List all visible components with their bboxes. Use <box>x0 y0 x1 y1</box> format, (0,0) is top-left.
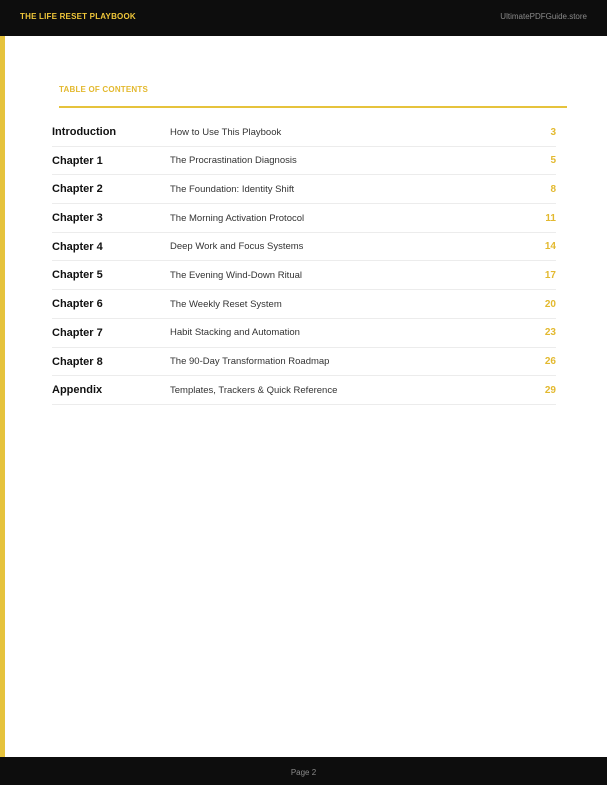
toc-page-number: 11 <box>545 212 556 224</box>
toc-heading: TABLE OF CONTENTS <box>59 85 149 94</box>
toc-row <box>52 175 556 204</box>
page-footer <box>0 757 607 785</box>
toc-chapter: Chapter 2 <box>52 183 103 196</box>
toc-title: Deep Work and Focus Systems <box>170 241 304 253</box>
toc-title: The Procrastination Diagnosis <box>170 155 297 167</box>
toc-title: Habit Stacking and Automation <box>170 327 300 339</box>
toc-row <box>52 261 556 290</box>
heading-divider <box>59 106 567 108</box>
toc-page-number: 20 <box>544 298 556 310</box>
toc-page-number: 29 <box>544 384 556 396</box>
toc-chapter: Chapter 6 <box>52 298 103 311</box>
toc-chapter: Chapter 5 <box>52 269 103 282</box>
toc-chapter: Chapter 4 <box>52 240 103 253</box>
toc-title: How to Use This Playbook <box>170 126 282 138</box>
toc-row <box>52 233 556 262</box>
left-accent-bar <box>0 36 5 757</box>
toc-title: The Evening Wind-Down Ritual <box>170 269 303 281</box>
toc-page-number: 26 <box>544 356 556 367</box>
page-number: Page 2 <box>290 768 317 777</box>
toc-page-number: 14 <box>544 241 556 253</box>
toc-page-number: 8 <box>550 183 556 195</box>
toc-row <box>52 290 556 319</box>
toc-title: The Morning Activation Protocol <box>170 212 305 224</box>
toc-chapter: Chapter 8 <box>52 355 103 368</box>
toc-chapter: Introduction <box>52 126 117 138</box>
toc-row <box>52 376 556 405</box>
toc-row <box>52 319 556 348</box>
document-title: THE LIFE RESET PLAYBOOK <box>20 12 136 21</box>
toc-row <box>52 118 556 147</box>
page-header <box>0 0 607 36</box>
toc-page-number: 17 <box>544 269 556 281</box>
toc-title: The 90-Day Transformation Roadmap <box>170 356 330 367</box>
toc-page-number: 3 <box>550 126 556 138</box>
toc-list <box>52 118 556 405</box>
toc-page-number: 23 <box>544 327 556 339</box>
toc-row <box>52 348 556 377</box>
toc-page-number: 5 <box>550 155 556 167</box>
toc-title: The Foundation: Identity Shift <box>170 183 295 195</box>
toc-row <box>52 204 556 233</box>
toc-chapter: Chapter 7 <box>52 326 103 339</box>
site-url: UltimatePDFGuide.store <box>500 12 587 21</box>
toc-title: Templates, Trackers & Quick Reference <box>170 384 338 396</box>
toc-row <box>52 147 556 176</box>
toc-chapter: Chapter 3 <box>52 212 103 225</box>
toc-chapter: Appendix <box>52 384 103 397</box>
toc-title: The Weekly Reset System <box>170 298 282 310</box>
toc-chapter: Chapter 1 <box>52 154 103 167</box>
